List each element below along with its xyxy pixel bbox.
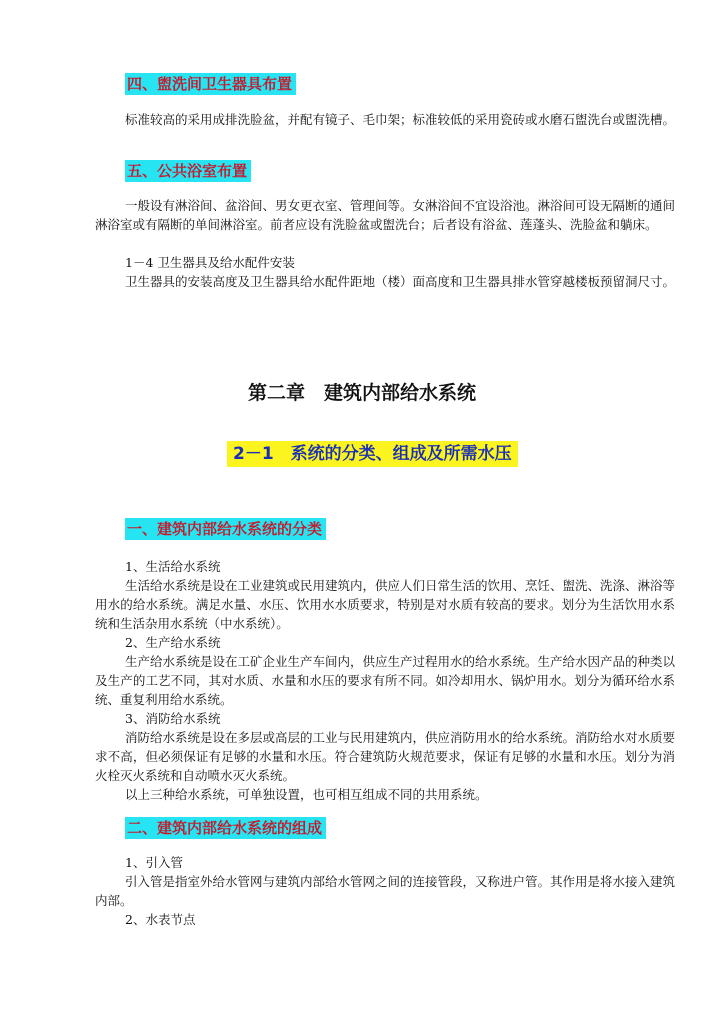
section-heading-public-bathroom: 五、公共浴室布置 bbox=[125, 160, 251, 182]
part-heading-composition: 二、建筑内部给水系统的组成 bbox=[125, 817, 326, 839]
item-paragraph: 消防给水系统是设在多层或高层的工业与民用建筑内，供应消防用水的给水系统。消防给水对水质要求不高，但必须保证有足够的水量和水压。符合建筑防火规范要求，保证有足够的水量和水压。划分为消火栓灭火系统和自动喷水灭火系统。 bbox=[95, 730, 676, 783]
section-heading-washroom-layout: 四、盥洗间卫生器具布置 bbox=[125, 73, 296, 95]
item-title: 2、生产给水系统 bbox=[125, 635, 221, 650]
item-title: 1、生活给水系统 bbox=[125, 559, 221, 574]
item-paragraph: 生活给水系统是设在工业建筑或民用建筑内，供应人们日常生活的饮用、烹饪、盥洗、洗涤、淋浴等用水的给水系统。满足水量、水压、饮用水水质要求，特别是对水质有较高的要求。划分为生活饮用水系统和生活杂用水系统（中水系统）。 bbox=[95, 578, 676, 631]
part-heading-classification: 一、建筑内部给水系统的分类 bbox=[125, 518, 326, 540]
section-paragraph: 卫生器具的安装高度及卫生器具给水配件距地（楼）面高度和卫生器具排水管穿越楼板预留洞尺寸。 bbox=[125, 274, 676, 289]
section-heading-2-1: 2－1 系统的分类、组成及所需水压 bbox=[227, 441, 518, 467]
section-paragraph: 标准较高的采用成排洗脸盆，并配有镜子、毛巾架；标准较低的采用瓷砖或水磨石盥洗台或盥洗槽。 bbox=[125, 112, 676, 127]
chapter-title: 第二章 建筑内部给水系统 bbox=[247, 382, 476, 404]
item-paragraph: 生产给水系统是设在工矿企业生产车间内，供应生产过程用水的给水系统。生产给水因产品的种类以及生产的工艺不同，其对水质、水量和水压的要求有所不同。如冷却用水、锅炉用水。划分为循环给水系统、重复利用给水系统。 bbox=[95, 654, 676, 707]
subsection-title: 1－4 卫生器具及给水配件安装 bbox=[125, 255, 295, 270]
summary-line: 以上三种给水系统，可单独设置，也可相互组成不同的共用系统。 bbox=[125, 787, 488, 802]
section-paragraph: 一般设有淋浴间、盆浴间、男女更衣室、管理间等。女淋浴间不宜设浴池。淋浴间可设无隔断的通间淋浴室或有隔断的单间淋浴室。前者应设有洗脸盆或盥洗台；后者设有浴盆、莲蓬头、洗脸盆和躺床。 bbox=[95, 198, 676, 232]
item-title: 3、消防给水系统 bbox=[125, 711, 221, 726]
item-paragraph: 引入管是指室外给水管网与建筑内部给水管网之间的连接管段，又称进户管。其作用是将水接入建筑内部。 bbox=[95, 874, 676, 908]
item-title: 1、引入管 bbox=[125, 855, 183, 870]
item-title: 2、水表节点 bbox=[125, 912, 196, 927]
